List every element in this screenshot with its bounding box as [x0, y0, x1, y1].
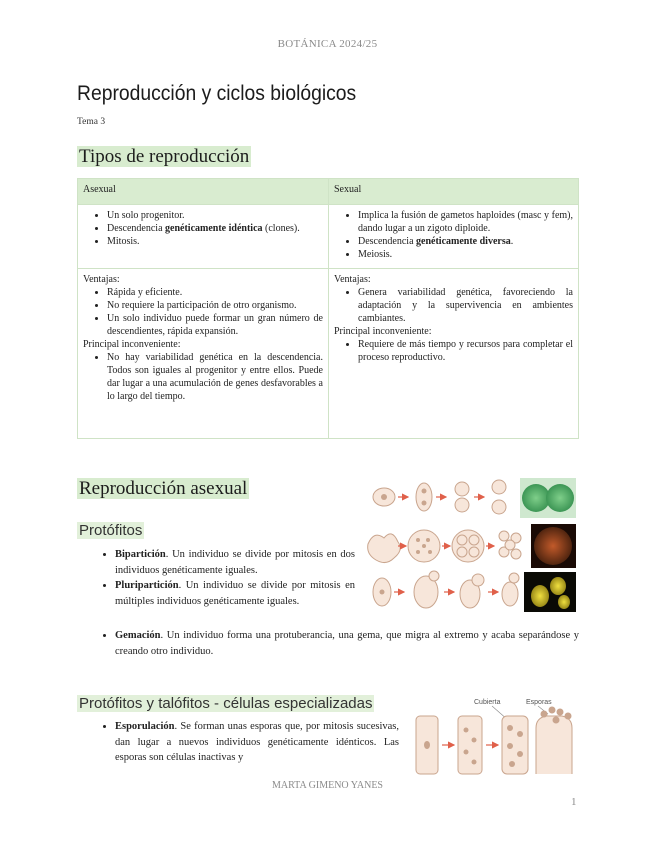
table-header-sexual: Sexual	[329, 179, 579, 205]
list-item: • Descendencia genéticamente idéntica (clones).	[107, 222, 323, 235]
term-text: . Se forman unas esporas que, por mitosis sucesivas, dan lugar a nuevos individuos genéticamente idénticos. Las esporas son células inactivas y	[115, 721, 399, 763]
list-item: • No hay variabilidad genética en la descendencia. Todos son iguales al progenitor y entre ellos. Puede dar lugar a una acumulación de genes desfavorables a lo largo del tiempo.	[107, 351, 323, 403]
term-bold: Pluripartición	[115, 580, 179, 591]
term-text: . Un individuo se divide por mitosis en múltiples individuos genéticamente iguales.	[115, 580, 355, 607]
esporas-label: Esporas	[526, 699, 552, 706]
sexual-pros-cons-cell	[329, 269, 579, 439]
page-footer: MARTA GIMENO YANES	[271, 780, 383, 791]
subheading-text: Protófitos	[79, 522, 143, 539]
section-heading-asexual	[77, 478, 249, 500]
list-item: • Rápida y eficiente.	[107, 286, 323, 299]
page-header: BOTÁNICA 2024/25	[277, 38, 378, 50]
list-item: • Un solo progenitor.	[107, 209, 323, 222]
section-heading-tipos	[77, 146, 251, 168]
cell-division-illustration	[364, 476, 580, 616]
multiple-fission-row	[368, 524, 576, 568]
term-text: . Un individuo forma una protuberancia, una gema, que migra al extremo y acaba separándose y creando otro individuo.	[115, 630, 579, 657]
document-subtitle: Tema 3	[77, 117, 106, 127]
reproduction-comparison-table	[77, 178, 579, 439]
list-item: • No requiere la participación de otro organismo.	[107, 299, 323, 312]
sporulation-diagram	[410, 694, 580, 776]
disadvantage-label: Principal inconveniente:	[334, 326, 432, 337]
sexual-features-cell	[329, 205, 579, 269]
term-bold: Gemación	[115, 630, 161, 641]
term-text: . Un individuo se divide por mitosis en dos individuos genéticamente iguales.	[115, 549, 355, 576]
budding-row	[373, 571, 576, 612]
list-item-gemacion	[115, 628, 579, 659]
list-item: • Implica la fusión de gametos haploides (masc y fem), dando lugar a un zigoto diploide.	[358, 209, 573, 235]
advantages-label: Ventajas:	[83, 274, 120, 285]
document-title: Reproducción y ciclos biológicos	[77, 82, 357, 105]
subheading-protofitos	[77, 522, 144, 539]
esporulacion-list	[77, 719, 399, 766]
list-item: • Descendencia genéticamente diversa.	[358, 235, 573, 248]
list-item: • Meiosis.	[358, 248, 573, 261]
asexual-pros-cons-cell	[78, 269, 329, 439]
cubierta-label: Cubierta	[474, 699, 501, 706]
list-item-esporulacion	[115, 719, 399, 766]
binary-fission-row	[373, 478, 576, 518]
term-bold: Bipartición	[115, 549, 166, 560]
disadvantage-label: Principal inconveniente:	[83, 339, 181, 350]
list-item: • Mitosis.	[107, 235, 323, 248]
list-item-biparticion	[115, 547, 355, 578]
table-header-asexual: Asexual	[78, 179, 329, 205]
asexual-features-cell	[78, 205, 329, 269]
page-number: 1	[571, 796, 577, 808]
list-item-pluriparticion	[115, 578, 355, 609]
subheading-text: Protófitos y talófitos - células especializadas	[79, 695, 373, 712]
subheading-protofitos-talofitos	[77, 695, 374, 712]
term-bold: Esporulación	[115, 721, 175, 732]
protofitos-list-wide	[77, 628, 579, 659]
protofitos-list-narrow	[77, 547, 355, 609]
section-heading-text: Tipos de reproducción	[79, 146, 250, 167]
list-item: • Genera variabilidad genética, favoreciendo la adaptación y la supervivencia en ambientes cambiantes.	[358, 286, 573, 325]
advantages-label: Ventajas:	[334, 274, 371, 285]
list-item: • Requiere de más tiempo y recursos para completar el proceso reproductivo.	[358, 338, 573, 364]
section-heading-text: Reproducción asexual	[79, 478, 248, 499]
list-item: • Un solo individuo puede formar un gran número de descendientes, rápida expansión.	[107, 312, 323, 338]
